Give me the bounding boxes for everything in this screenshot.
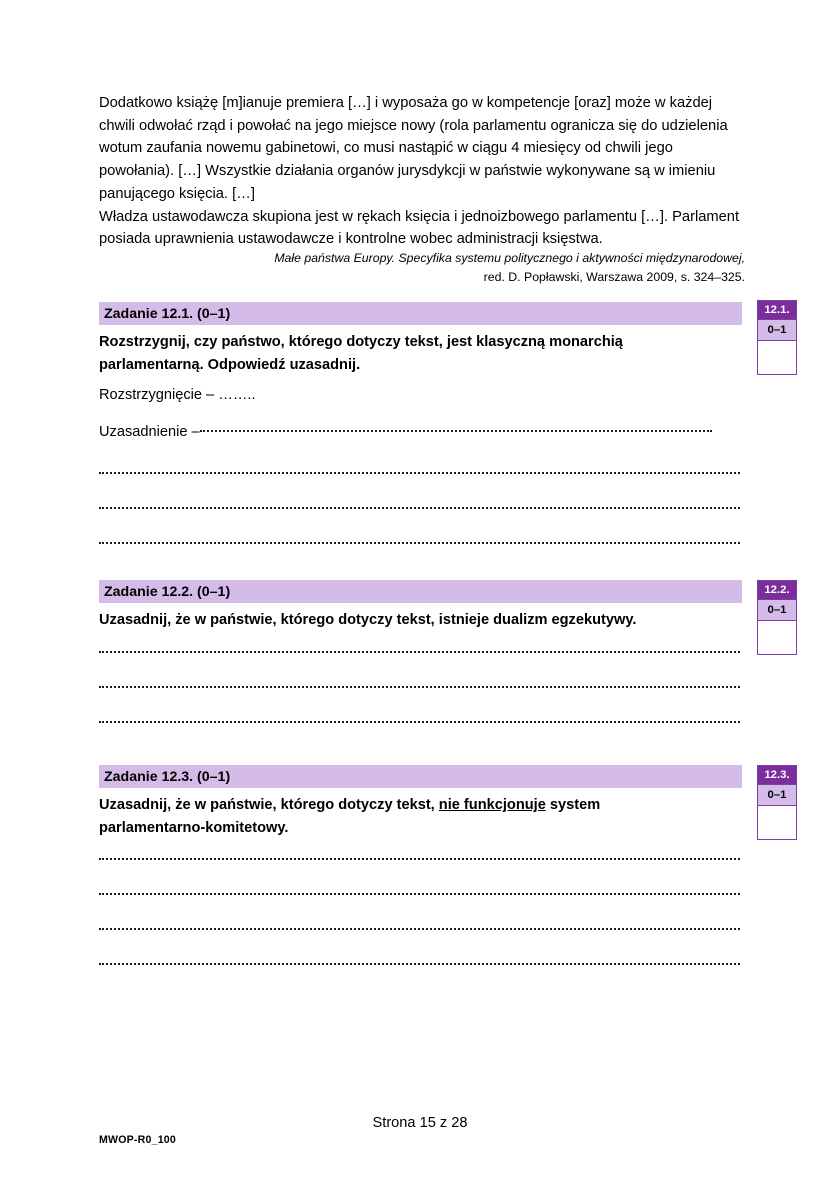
- score-box-12-1-value[interactable]: [758, 341, 796, 374]
- task-12-2-answer-line-3[interactable]: [99, 719, 740, 723]
- stimulus-paragraph-2: Władza ustawodawcza skupiona jest w rękach księcia i jednoizbowego parlamentu […]. Parlament posiada uprawnienia ustawodawcze i kontrolne wobec administracji księstwa.: [99, 208, 740, 248]
- sheet-code: MWOP-R0_100: [99, 1134, 176, 1146]
- task-12-3-answer-line-4[interactable]: [99, 961, 740, 965]
- task-12-3-answer-line-1[interactable]: [99, 856, 740, 860]
- score-box-12-2: [757, 580, 797, 655]
- page-indicator: Strona 15 z 28: [372, 1115, 468, 1131]
- task-12-2-header: Zadanie 12.2. (0–1): [99, 580, 742, 603]
- score-box-12-1-range: 0–1: [758, 320, 796, 341]
- task-12-3-answer-line-2[interactable]: [99, 891, 740, 895]
- task-12-1-prompt-line2: parlamentarną. Odpowiedź uzasadnij.: [99, 356, 361, 373]
- task-12-1: [99, 302, 742, 376]
- task-12-2-prompt: [99, 609, 719, 632]
- task-12-3-prompt-post: system: [545, 797, 601, 813]
- score-box-12-3-value[interactable]: [758, 806, 796, 839]
- task-12-3: [99, 765, 742, 839]
- citation-reference: red. D. Popławski, Warszawa 2009, s. 324–325.: [483, 269, 745, 284]
- task-12-3-prompt-line2: parlamentarno-komitetowy.: [99, 819, 289, 836]
- task-12-2-prompt-line1: Uzasadnij, że w państwie, którego dotyczy tekst, istnieje dualizm egzekutywy.: [99, 612, 637, 628]
- source-citation: [180, 249, 745, 286]
- stimulus-text: [99, 92, 744, 251]
- task-12-1-answer-line-3[interactable]: [99, 505, 740, 509]
- task-12-3-prompt-emphasis: nie funkcjonuje: [438, 797, 546, 813]
- task-12-3-header: Zadanie 12.3. (0–1): [99, 765, 742, 788]
- score-box-12-1-id: 12.1.: [758, 301, 796, 320]
- answer-dots[interactable]: [200, 428, 712, 432]
- justification-label-text: Uzasadnienie –: [99, 424, 200, 440]
- score-box-12-1: [757, 300, 797, 375]
- task-12-1-prompt-line1: Rozstrzygnij, czy państwo, którego dotyczy tekst, jest klasyczną monarchią: [99, 334, 623, 350]
- task-12-3-prompt-pre: Uzasadnij, że w państwie, którego dotyczy tekst,: [99, 797, 439, 813]
- task-12-3-prompt: [99, 794, 719, 839]
- task-12-1-decision-label[interactable]: Rozstrzygnięcie – ……..: [99, 387, 256, 403]
- score-box-12-3-range: 0–1: [758, 785, 796, 806]
- task-12-1-answer-line-2[interactable]: [99, 470, 740, 474]
- stimulus-paragraph-1: Dodatkowo książę [m]ianuje premiera […] i wyposaża go w kompetencje [oraz] może w każdej chwili odwołać rząd i powołać na jego miejsce nowy (rola parlamentu ogranicza się do udzielenia wotum zaufania nowemu gabinetowi, co musi nastąpić w ciągu 4 miesięcy od chwili jego powołania). […] Wszystkie działania organów jurysdykcji w państwie wykonywane są w imieniu panującego księcia. […]: [99, 95, 728, 202]
- task-12-2-answer-line-2[interactable]: [99, 684, 740, 688]
- task-12-2: [99, 580, 742, 632]
- task-12-1-justification-label[interactable]: [99, 422, 712, 442]
- task-12-3-answer-line-3[interactable]: [99, 926, 740, 930]
- citation-title: Małe państwa Europy. Specyfika systemu politycznego i aktywności międzynarodowej,: [274, 251, 745, 265]
- score-box-12-2-range: 0–1: [758, 600, 796, 621]
- score-box-12-2-value[interactable]: [758, 621, 796, 654]
- task-12-2-answer-line-1[interactable]: [99, 649, 740, 653]
- score-box-12-3: [757, 765, 797, 840]
- score-box-12-2-id: 12.2.: [758, 581, 796, 600]
- task-12-1-answer-line-4[interactable]: [99, 540, 740, 544]
- task-12-1-header: Zadanie 12.1. (0–1): [99, 302, 742, 325]
- task-12-1-prompt: [99, 331, 719, 376]
- score-box-12-3-id: 12.3.: [758, 766, 796, 785]
